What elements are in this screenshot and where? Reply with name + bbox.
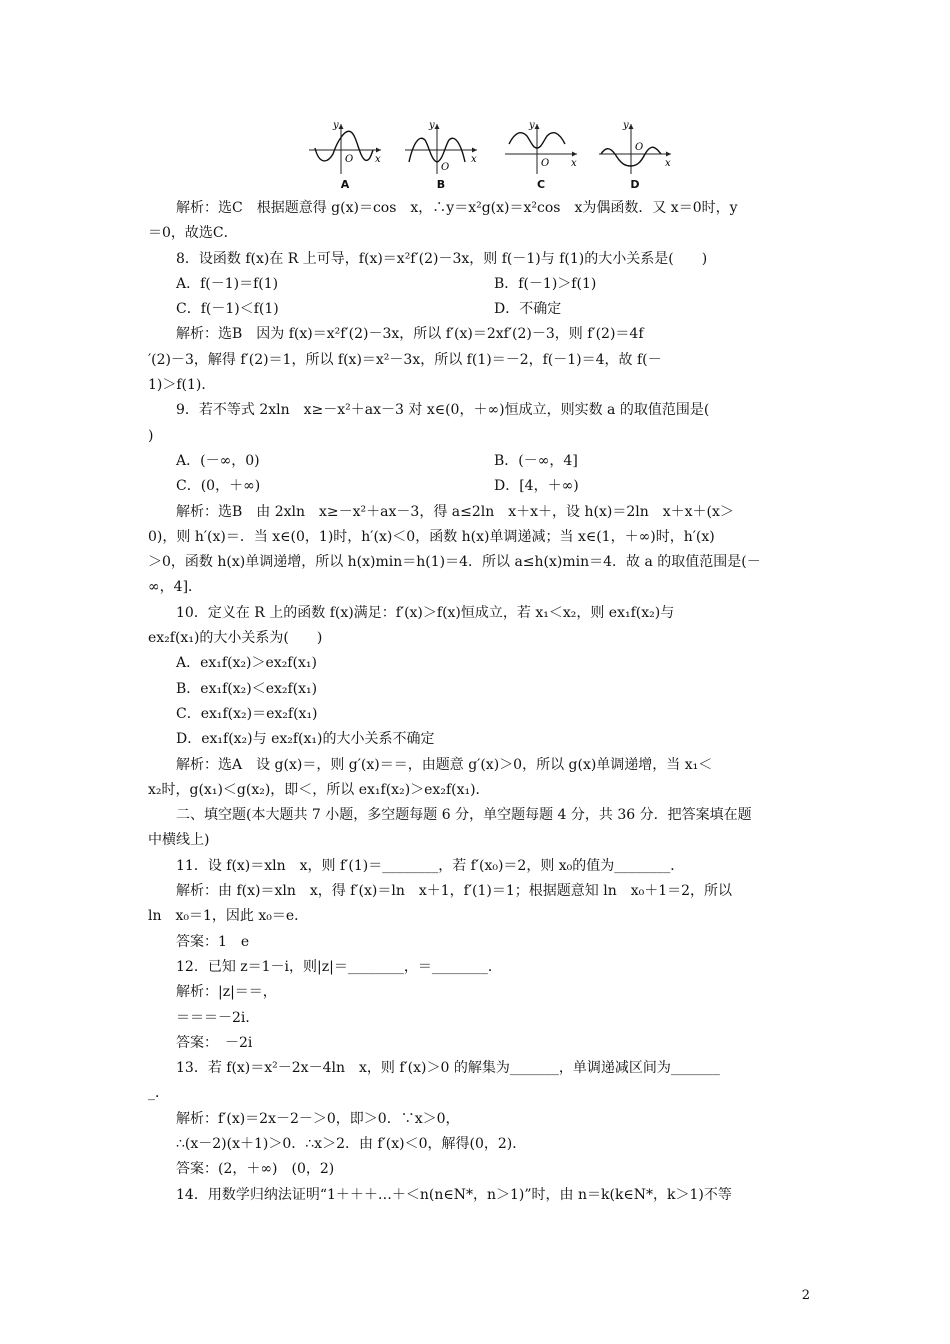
text-line: _． [148, 1085, 169, 1102]
question-11: 11．设 f(x)＝xln x，则 f′(1)＝________，若 f′(x₀)＝2，则 x₀的值为________． [176, 857, 685, 874]
page-number: 2 [801, 1288, 810, 1303]
option-a: A．(－∞，0) [176, 452, 260, 469]
option-d: D．[4，＋∞) [494, 478, 579, 495]
graph-label: D [630, 178, 640, 191]
text-line: ex₂f(x₁)的大小关系为( ) [148, 630, 323, 647]
question-8: 8．设函数 f(x)在 R 上可导，f(x)＝x²f′(2)－3x，则 f(－1)与 f(1)的大小关系是( ) [176, 250, 708, 267]
text-line: ′(2)－3，解得 f′(2)＝1，所以 f(x)＝x²－3x，所以 f(1)＝－2，f(－1)＝4，故 f(－ [148, 351, 662, 368]
option-d: D．不确定 [494, 301, 562, 318]
text-line: ＝0，故选C． [148, 225, 238, 242]
text-line: 解析：|z|＝＝， [176, 984, 277, 1001]
graph-d [595, 118, 675, 196]
question-14: 14．用数学归纳法证明“1＋＋＋…＋＜n(n∈N*，n＞1)”时，由 n＝k(k∈N*，k＞1)不等 [176, 1186, 732, 1203]
text-line: ) [148, 427, 154, 444]
svg-text:x: x [571, 158, 577, 169]
question-10: 10．定义在 R 上的函数 f(x)满足：f′(x)＞f(x)恒成立，若 x₁＜x₂，则 ex₁f(x₂)与 [176, 604, 675, 621]
option-a: A．ex₁f(x₂)＞ex₂f(x₁) [176, 655, 317, 672]
text-line: 解析：选B 因为 f(x)＝x²f′(2)－3x，所以 f′(x)＝2xf′(2)－3，则 f′(2)＝4f [176, 326, 644, 343]
answer-line: 答案：1 e [176, 933, 250, 950]
text-line: ln x₀＝1，因此 x₀＝e． [148, 908, 309, 925]
text-line: 解析：选A 设 g(x)＝，则 g′(x)＝＝，由题意 g′(x)＞0，所以 g(x)单调递增，当 x₁＜ [176, 756, 713, 773]
q8-options-row-2 [148, 297, 812, 322]
text-line: 1)＞f(1)． [148, 377, 216, 394]
graph-label: A [340, 178, 350, 191]
q9-options-row-1 [148, 449, 812, 474]
svg-text:x: x [471, 154, 477, 165]
graph-label: C [536, 178, 546, 191]
text-line: 解析：选B 由 2xln x≥－x²＋ax－3，得 a≤2ln x＋x＋，设 h(x)＝2ln x＋x＋(x＞ [176, 503, 734, 520]
option-b: B．f(－1)＞f(1) [494, 275, 597, 292]
graph-a [305, 118, 385, 196]
text-line: 解析：选C 根据题意得 g(x)＝cos x，∴y＝x²g(x)＝x²cos x为偶函数．又 x＝0时，y [176, 200, 738, 216]
svg-text:O: O [541, 158, 550, 169]
q8-options-row-1 [148, 272, 812, 297]
svg-text:O: O [345, 154, 354, 165]
text-line: 解析：f′(x)＝2x－2－＞0，即＞0．∵x＞0， [176, 1110, 460, 1127]
option-d: D．ex₁f(x₂)与 ex₂f(x₁)的大小关系不确定 [176, 731, 435, 748]
option-b: B．(－∞，4] [494, 452, 578, 469]
text-line: ∴(x－2)(x＋1)＞0．∴x＞2．由 f′(x)＜0，解得(0，2)． [176, 1135, 527, 1152]
graph-b [401, 118, 481, 196]
document-body [148, 196, 812, 1208]
q9-options-row-2 [148, 474, 812, 499]
option-c: C．f(－1)＜f(1) [176, 301, 279, 318]
text-line: ＝＝＝－2i． [176, 1009, 260, 1026]
svg-text:x: x [665, 158, 671, 169]
svg-text:y: y [429, 120, 435, 131]
graph-label: B [436, 178, 446, 191]
question-13: 13．若 f(x)＝x²－2x－4ln x，则 f′(x)＞0 的解集为_______，单调递减区间为_______ [176, 1060, 720, 1077]
option-c: C．(0，＋∞) [176, 478, 261, 495]
graph-c [501, 118, 581, 196]
option-graphs [305, 118, 685, 196]
text-line: ∞，4]． [148, 579, 203, 596]
text-line: x₂时，g(x₁)＜g(x₂)，即＜，所以 ex₁f(x₂)＞ex₂f(x₁)． [148, 781, 490, 798]
question-12: 12．已知 z＝1－i，则|z|＝________，＝________． [176, 958, 502, 975]
answer-line: 答案： －2i [176, 1034, 253, 1051]
text-line: ＞0，函数 h(x)单调递增，所以 h(x)min＝h(1)＝4．所以 a≤h(x)min＝4．故 a 的取值范围是(－ [148, 554, 761, 571]
option-c: C．ex₁f(x₂)＝ex₂f(x₁) [176, 705, 318, 722]
svg-text:O: O [635, 142, 644, 153]
svg-text:y: y [333, 120, 339, 131]
text-line: 解析：由 f(x)＝xln x，得 f′(x)＝ln x＋1，f′(1)＝1；根据题意知 ln x₀＋1＝2，所以 [176, 883, 733, 900]
svg-text:y: y [529, 120, 535, 131]
svg-text:x: x [375, 154, 381, 165]
answer-line: 答案：(2，＋∞) (0，2) [176, 1161, 335, 1178]
text-line: 0)，则 h′(x)＝．当 x∈(0，1)时，h′(x)＜0，函数 h(x)单调递减；当 x∈(1，＋∞)时，h′(x) [148, 528, 715, 545]
option-b: B．ex₁f(x₂)＜ex₂f(x₁) [176, 680, 318, 697]
question-9: 9．若不等式 2xln x≥－x²＋ax－3 对 x∈(0，＋∞)恒成立，则实数 a 的取值范围是( [176, 402, 710, 419]
option-a: A．f(－1)＝f(1) [176, 275, 279, 292]
text-line: 中横线上) [148, 832, 210, 849]
svg-text:O: O [441, 162, 450, 173]
svg-text:y: y [623, 120, 629, 131]
section-heading: 二、填空题(本大题共 7 小题，多空题每题 6 分，单空题每题 4 分，共 36 分．把答案填在题 [176, 807, 752, 824]
